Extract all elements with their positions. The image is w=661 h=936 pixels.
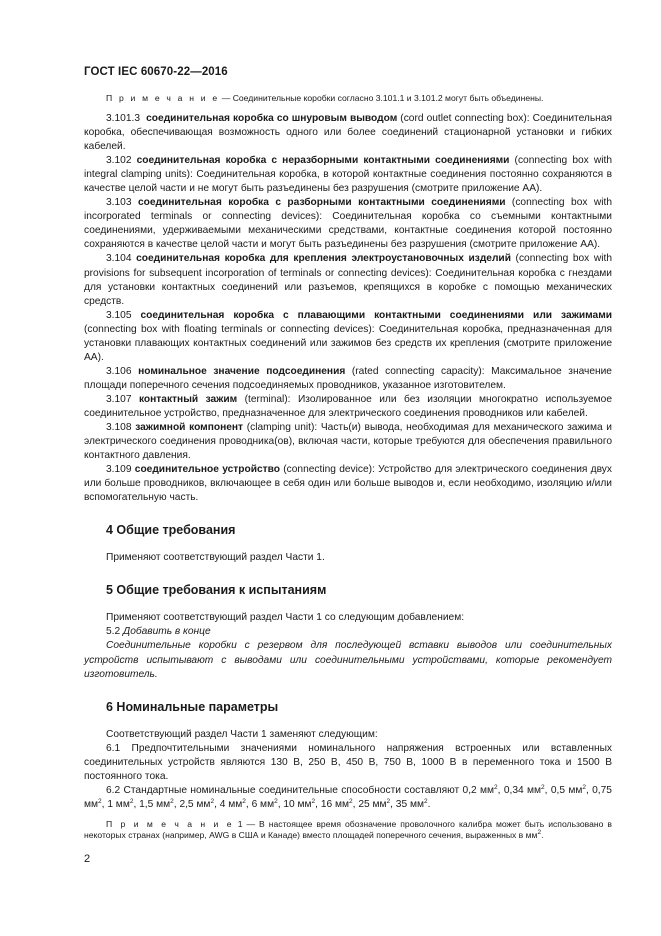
size-value: 6 мм bbox=[251, 798, 275, 810]
section-6-heading: 6 Номинальные параметры bbox=[106, 699, 279, 714]
section-6-note bbox=[84, 819, 612, 842]
note-text: 1 — В настоящее время обозначение проволочного калибра может быть использовано в некоторых странах (например, AWG в США и Канаде) вместо площадей поперечного сечения, выраженных в мм bbox=[84, 818, 612, 841]
definition-term: контактный зажим bbox=[138, 393, 238, 405]
size-exponent: 2 bbox=[582, 783, 586, 791]
definition-text: (clamping unit): Часть(и) вывода, необходимая для механического зажима и электрического соединения проводника(ов), включая части, которые требуются для обеспечения правильного контактного давления. bbox=[84, 422, 612, 462]
size-exponent: 2 bbox=[349, 797, 353, 805]
definition-term: зажимной компонент bbox=[135, 422, 244, 434]
definition-3-101-3 bbox=[84, 112, 612, 154]
definition-text: (connecting device): Устройство для электрического соединения двух или больше проводников, включающее в себя один или больше выводов и, если необходимо, изоляцию и/или вспомогательную часть. bbox=[84, 464, 612, 504]
definition-text: (connecting box with floating terminals or connecting devices): Соединительная коробка, предназначенная для установки плавающих контактных соединений или зажимов без средств их крепления (смотрите приложение АА). bbox=[84, 323, 612, 363]
size-exponent: 2 bbox=[311, 797, 316, 805]
definition-number: 3.103 bbox=[106, 197, 132, 209]
definition-text: (cord outlet connecting box): Соединительная коробка, обеспечивающая возможность одного или более соединений стационарной установки и гибких кабелей. bbox=[84, 113, 612, 153]
section-5-2-title bbox=[84, 625, 612, 639]
definition-term: соединительная коробка для крепления электроустановочных изделий bbox=[136, 253, 511, 265]
subsection-title: Добавить в конце bbox=[123, 626, 211, 638]
definition-text: (terminal): Изолированное или без изоляции многократно используемое соединительное устройство, предназначенное для электрического соединения проводников или кабелей. bbox=[84, 393, 612, 419]
definition-3-102 bbox=[84, 154, 612, 196]
definition-3-108 bbox=[84, 421, 612, 463]
definition-term: соединительная коробка с разборными контактными соединениями bbox=[137, 197, 506, 209]
definition-text: (connecting box with integral clamping units): Соединительная коробка, в которой контактные соединения постоянно сохраняются в качестве целой части и не могут быть разъединены без разрушения (смотрите приложение АА). bbox=[84, 155, 612, 195]
size-value: 16 мм bbox=[320, 798, 350, 810]
note-end: . bbox=[541, 830, 544, 841]
section-4-heading: 4 Общие требования bbox=[106, 523, 236, 538]
size-exponent: 2 bbox=[541, 783, 545, 791]
size-value: 0,5 мм bbox=[550, 784, 583, 796]
definition-number: 3.108 bbox=[106, 422, 132, 434]
definition-3-106 bbox=[84, 365, 612, 393]
size-value: 0,75 мм bbox=[84, 784, 612, 810]
size-exponent: 2 bbox=[129, 797, 134, 805]
definition-number: 3.109 bbox=[106, 464, 132, 476]
size-value: 1,5 мм bbox=[139, 798, 171, 810]
size-exponent: 2 bbox=[386, 797, 391, 805]
size-exponent: 2 bbox=[274, 797, 278, 805]
section-5-heading: 5 Общие требования к испытаниям bbox=[106, 583, 327, 598]
note-top bbox=[84, 92, 612, 104]
definition-number: 3.104 bbox=[106, 253, 132, 265]
section-6-intro: Соответствующий раздел Части 1 заменяют следующим: bbox=[106, 728, 378, 740]
definition-number: 3.102 bbox=[106, 155, 132, 167]
document-header: ГОСТ IEC 60670-22—2016 bbox=[84, 66, 228, 78]
definitions-list bbox=[84, 112, 612, 505]
section-6-1: 6.1 Предпочтительными значениями номинального напряжения встроенных или вставленных соединительных устройств являются 130 В, 250 В, 450 В, 750 В, 1000 В в переменного тока и 1500 В постоянного тока. bbox=[84, 742, 612, 782]
definition-term: соединительная коробка с неразборными контактными соединениями bbox=[136, 155, 510, 167]
definition-text: (connecting box with incorporated terminals or connecting devices): Соединительная коробка со съемными контактными соединениями, удерживаемыми механическими средствами, контактные соединения которой постоянно сохраняются в качестве целой части и могут быть разъединены без разрушения (смотрите приложение АА). bbox=[84, 197, 612, 251]
section-6-2: 6.2 Стандартные номинальные соединительные способности составляют 0,2 $мм^2$, 0,34 $мм^2$, 0,5 $мм^2$, 0,75 $мм^2$, 1 $мм^2$, 1,5 $мм^2$, 2,5 $мм^2$, 4 $мм^2$, 6 $мм^2$, 10 $мм^2$, 16 $мм^2$, 25 $мм^2$, 35 $мм^2$. bbox=[84, 783, 612, 810]
definition-number: 3.105 bbox=[106, 309, 132, 321]
definition-term: соединительная коробка с плавающими контактными соединениями или зажимами bbox=[140, 309, 612, 321]
size-value: 0,34 мм bbox=[503, 784, 542, 796]
subsection-number: 5.2 bbox=[106, 626, 121, 638]
section-4-text: Применяют соответствующий раздел Части 1. bbox=[106, 552, 325, 564]
note-label: П р и м е ч а н и е bbox=[106, 93, 220, 103]
size-value: 0,2 мм bbox=[462, 784, 495, 796]
section-6-2-lead: 6.2 Стандартные номинальные соединительные способности составляют bbox=[106, 784, 463, 796]
size-exponent: 2 bbox=[494, 783, 498, 791]
definition-3-104 bbox=[84, 252, 612, 308]
definition-3-105 bbox=[84, 309, 612, 365]
definition-3-107 bbox=[84, 393, 612, 421]
size-exponent: 2 bbox=[170, 797, 174, 805]
size-exponent: 2 bbox=[210, 797, 215, 805]
document-body bbox=[84, 92, 612, 850]
definition-term: соединительное устройство bbox=[134, 464, 280, 476]
note-text: — Соединительные коробки согласно 3.101.1 и 3.101.2 могут быть объединены. bbox=[219, 93, 544, 103]
definition-3-109 bbox=[84, 463, 612, 505]
definition-number: 3.107 bbox=[106, 393, 132, 405]
size-exponent: 2 bbox=[537, 829, 542, 837]
size-value: 2,5 мм bbox=[179, 798, 211, 810]
definition-text: (connecting box with provisions for subsequent incorporation of terminals or connecting devices): Соединительная коробка с гнездами для установки контактных соединений или разъемов, крепящихся в коробке с помощью механических средств. bbox=[84, 253, 612, 307]
size-exponent: 2 bbox=[423, 797, 428, 805]
definition-term: соединительная коробка со шнуровым выводом bbox=[146, 113, 398, 124]
section-5-text: Применяют соответствующий раздел Части 1 со следующим добавлением: bbox=[106, 612, 465, 624]
section-5-italic-text: Соединительные коробки с резервом для последующей вставки выводов или соединительных устройств испытывают с выводами или соединительными устройствами, которые рекомендует изготовитель. bbox=[84, 640, 612, 680]
definition-3-103 bbox=[84, 196, 612, 252]
size-value: 35 мм bbox=[395, 798, 424, 810]
definition-number: 3.106 bbox=[106, 365, 132, 377]
definition-term: номинальное значение подсоединения bbox=[138, 365, 346, 377]
definition-text: (rated connecting capacity): Максимальное значение площади поперечного сечения подсоединяемых проводников, указанное изготовителем. bbox=[84, 365, 612, 391]
definition-number: 3.101.3 bbox=[106, 113, 140, 124]
note-label: П р и м е ч а н и е bbox=[106, 818, 234, 829]
page-number: 2 bbox=[84, 853, 91, 865]
size-exponent: 2 bbox=[242, 797, 246, 805]
size-value: 4 мм bbox=[219, 798, 243, 810]
size-value: 10 мм bbox=[283, 798, 312, 810]
size-value: 25 мм bbox=[358, 798, 387, 810]
size-value: 1 мм bbox=[107, 798, 130, 810]
size-exponent: 2 bbox=[98, 797, 102, 805]
